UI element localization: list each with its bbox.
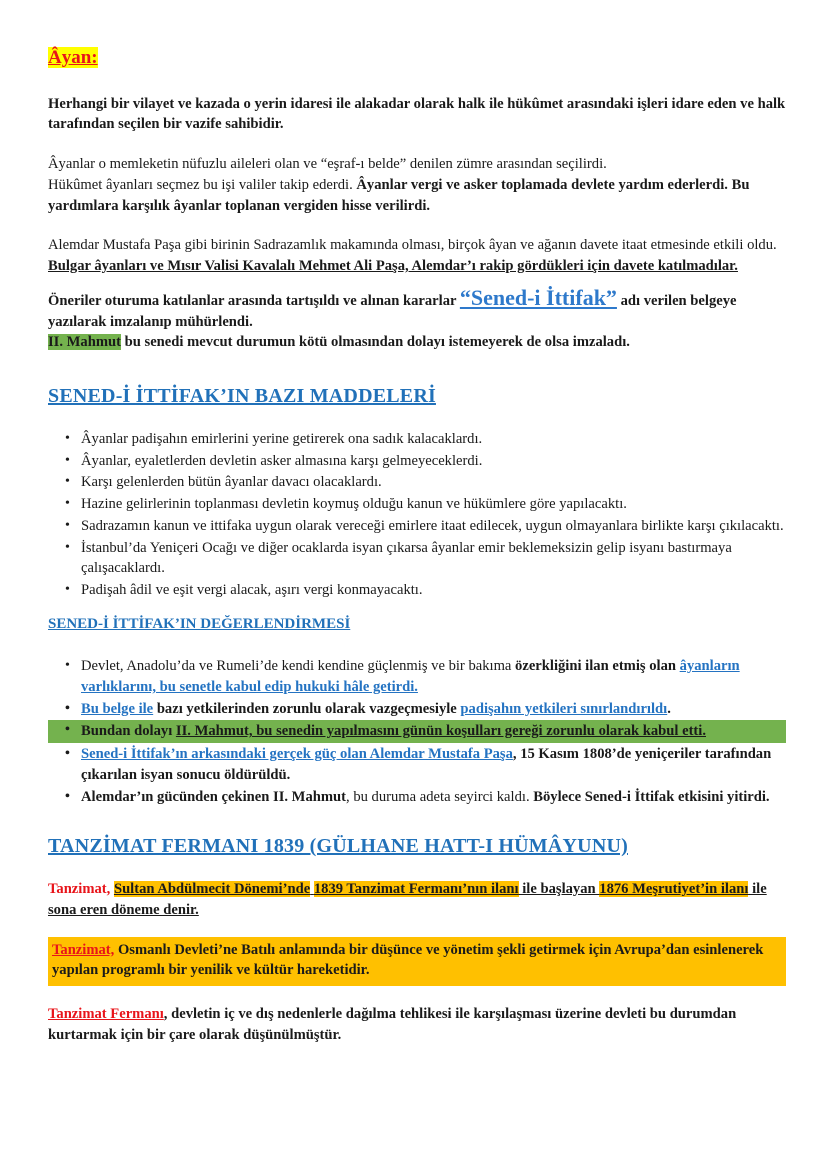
tanzimat-definition-paragraph xyxy=(48,879,786,920)
madde-item xyxy=(48,494,786,515)
degerlendirme-heading: SENED-İ İTTİFAK’IN DEĞERLENDİRMESİ xyxy=(48,615,351,632)
ayan-heading xyxy=(48,46,786,70)
bullet-icon: • xyxy=(65,539,70,555)
degerlendirme-item xyxy=(48,787,786,808)
text-run: Âyanlar o memleketin nüfuzlu aileleri olan ve “eşraf-ı belde” denilen zümre arasından seçilirdi. xyxy=(48,156,607,173)
bullet-icon: • xyxy=(65,746,70,762)
bullet-icon: • xyxy=(65,452,70,468)
bullet-icon: • xyxy=(65,788,70,804)
text-run: Osmanlı Devleti’ne Batılı anlamında bir düşünce ve yönetim şekli getirmek için Avrupa’dan esinlenerek yapılan programlı bir yenilik ve kültür hareketidir. xyxy=(52,941,764,979)
tanzimat-orange-box xyxy=(48,937,786,986)
text-run: Bundan dolayı xyxy=(81,723,176,740)
highlighted-text-run: II. Mahmut xyxy=(48,334,121,351)
highlighted-text-run: 1839 Tanzimat Fermanı’nın ilanı xyxy=(313,881,519,898)
degerlendirme-item xyxy=(48,744,786,785)
text-run: Tanzimat, xyxy=(52,941,115,958)
ayan-selection-paragraph xyxy=(48,154,786,216)
madde-item xyxy=(48,472,786,493)
text-run: Hükûmet âyanları seçmez bu işi valiler takip ederdi. xyxy=(48,176,357,193)
madde-text: Sadrazamın kanun ve ittifaka uygun olarak vereceği emirlere itaat edilecek, uygun olmayanlara birlikte karşı çıkılacaktı. xyxy=(81,517,784,534)
mahmut-signature-paragraph xyxy=(48,332,786,353)
text-run: bu senedi mevcut durumun kötü olmasından dolayı istemeyerek de olsa imzaladı. xyxy=(120,334,630,351)
text-run: Öneriler oturuma katılanlar arasında tartışıldı ve alınan kararlar xyxy=(48,292,460,309)
madde-text: Hazine gelirlerinin toplanması devletin koymuş olduğu kanun ve hükümlere göre yapılacaktı. xyxy=(81,496,627,513)
text-run: ile başlayan xyxy=(518,881,600,898)
text-run: Bulgar âyanları ve Mısır Valisi Kavalalı Mehmet Ali Paşa, Alemdar’ı rakip gördükleri için davete katılmadılar. xyxy=(48,258,738,275)
text-run: , 15 Kasım 1808’de yeniçeriler tarafından çıkarılan isyan sonucu öldürüldü. xyxy=(81,746,772,783)
text-run: Devlet, Anadolu’da ve Rumeli’de kendi kendine güçlenmiş ve bir bakıma xyxy=(81,658,516,675)
bullet-icon: • xyxy=(65,722,70,738)
madde-text: Âyanlar padişahın emirlerini yerine getirerek ona sadık kalacaklardı. xyxy=(81,430,483,447)
madde-item xyxy=(48,429,786,450)
tanzimat-heading: TANZİMAT FERMANI 1839 (GÜLHANE HATT-I HÜMÂYUNU) xyxy=(48,835,628,858)
madde-item xyxy=(48,451,786,472)
maddeler-list xyxy=(48,429,786,601)
alemdar-paragraph xyxy=(48,235,786,276)
bullet-icon: • xyxy=(65,474,70,490)
text-run: Tanzimat Fermanı xyxy=(48,1006,164,1023)
tanzimat-fermani-paragraph xyxy=(48,1004,786,1045)
senedi-ittifak-paragraph xyxy=(48,286,786,332)
madde-text: Karşı gelenlerden bütün âyanlar davacı olacaklardı. xyxy=(81,474,382,491)
text-run: , devletin iç ve dış nedenlerle dağılma tehlikesi ile karşılaşması üzerine devleti bu durumdan kurtarmak için bir çare olarak düşünülmüştür. xyxy=(48,1006,737,1043)
ayan-definition-paragraph xyxy=(48,94,786,135)
madde-text: Âyanlar, eyaletlerden devletin asker almasına karşı gelmeyeceklerdi. xyxy=(81,452,483,469)
senedi-ittifak-inline-title: “Sened-i İttifak” xyxy=(459,284,617,310)
text-run: padişahın yetkileri sınırlandırıldı xyxy=(460,700,668,717)
text-run: Âyanlar vergi ve asker toplamada devlete yardım ederlerdi. Bu yardımlara karşılık âyanlar toplanan vergiden hisse verilirdi. xyxy=(48,176,750,214)
bullet-icon: • xyxy=(65,517,70,533)
text-run: Böylece Sened-i İttifak etkisini yitirdi. xyxy=(533,788,770,805)
degerlendirme-item xyxy=(48,656,786,697)
text-run: . xyxy=(667,700,671,717)
madde-item xyxy=(48,538,786,579)
madde-item xyxy=(48,580,786,601)
degerlendirme-item-highlighted xyxy=(48,720,786,743)
highlighted-text-run: 1876 Meşrutiyet’in ilanı xyxy=(599,881,749,898)
maddeler-heading: SENED-İ İTTİFAK’IN BAZI MADDELERİ xyxy=(48,384,436,407)
text-run: Sened-i İttifak’ın arkasındaki gerçek güç olan Alemdar Mustafa Paşa xyxy=(81,746,513,763)
text-run-group xyxy=(48,881,767,918)
text-run: ile sona eren döneme denir. xyxy=(48,881,767,918)
text-run: Tanzimat, xyxy=(48,881,114,898)
degerlendirme-item xyxy=(48,699,786,720)
text-run: âyanların varlıklarını, bu senetle kabul edip hukuki hâle getirdi. xyxy=(81,658,740,695)
degerlendirme-list xyxy=(48,656,786,807)
bullet-icon: • xyxy=(65,581,70,597)
text-run: , bu duruma adeta seyirci kaldı. xyxy=(346,788,534,805)
highlighted-text-run: Sultan Abdülmecit Dönemi’nde xyxy=(113,881,311,898)
text-run: bazı yetkilerinden zorunlu olarak vazgeçmesiyle xyxy=(153,700,461,717)
bullet-icon: • xyxy=(65,496,70,512)
bullet-icon: • xyxy=(65,430,70,446)
madde-text: Padişah âdil ve eşit vergi alacak, aşırı vergi konmayacaktı. xyxy=(81,581,423,598)
ayan-heading-text: Âyan: xyxy=(48,47,98,68)
text-run: adı verilen belgeye yazılarak imzalanıp mühürlendi. xyxy=(48,292,737,330)
madde-text: İstanbul’da Yeniçeri Ocağı ve diğer ocaklarda isyan çıkarsa âyanlar emir beklemeksizin gelip isyanı bastırmaya çalışacaklardı. xyxy=(81,539,732,577)
text-run: Herhangi bir vilayet ve kazada o yerin idaresi ile alakadar olarak halk ile hükûmet arasındaki işleri idare eden ve halk tarafından seçilen bir vazife sahibidir. xyxy=(48,95,786,133)
bullet-icon: • xyxy=(65,700,70,716)
text-run: II. Mahmut, bu senedin yapılmasını günün koşulları gereği zorunlu olarak kabul etti. xyxy=(175,723,706,740)
text-run: Bu belge ile xyxy=(81,700,154,717)
bullet-icon: • xyxy=(65,658,70,674)
madde-item xyxy=(48,516,786,537)
text-run: Alemdar’ın gücünden çekinen II. Mahmut xyxy=(81,788,347,805)
text-run: özerkliğini ilan etmiş olan xyxy=(515,658,680,675)
text-run: Alemdar Mustafa Paşa gibi birinin Sadrazamlık makamında olması, birçok âyan ve ağanın davete itaat etmesinde etkili oldu. xyxy=(48,237,777,254)
